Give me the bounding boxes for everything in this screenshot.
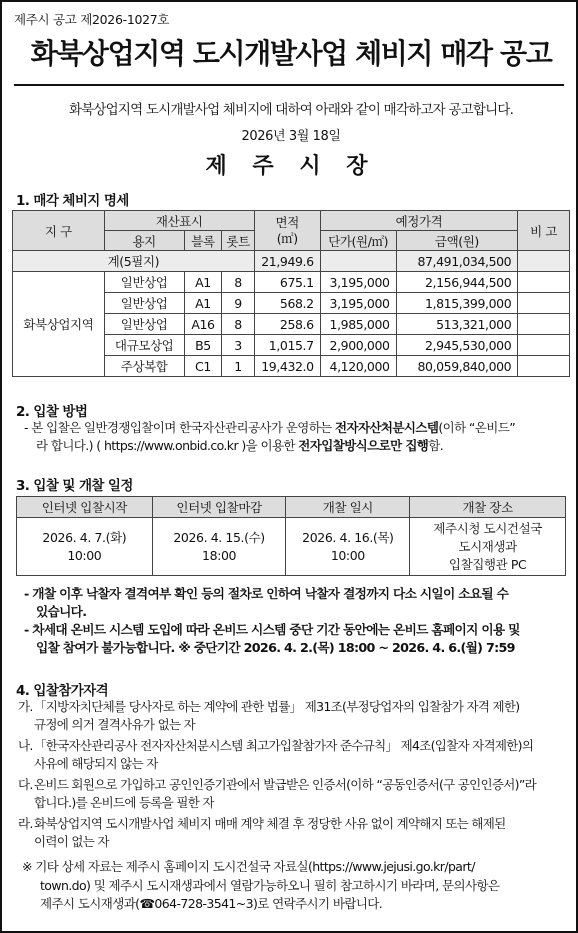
table-row (13, 272, 570, 293)
row-block: A1 (184, 293, 222, 314)
header-place: 개찰 장소 (410, 497, 566, 518)
header-area-label: 면적 (275, 214, 299, 230)
notice-number: 제주시 공고 제2026-1027호 (14, 12, 170, 27)
header-price: 예정가격 (320, 211, 518, 231)
item-line: 온비드 회원으로 가입하고 공인인증기관에서 발급받은 인증서(이하 “공동인증서(구 공인인증서)”라 (34, 777, 536, 792)
header-opening: 개찰 일시 (286, 497, 410, 518)
row-unit-price: 3,195,000 (320, 293, 396, 314)
note-line: 있습니다. (36, 604, 87, 619)
opening-time: 10:00 (330, 547, 365, 563)
bid-method-line1 (24, 419, 566, 437)
header-district: 지 구 (13, 211, 105, 251)
list-item (18, 737, 568, 773)
schedule-notes (24, 585, 568, 657)
header-area-unit: (㎡) (276, 230, 298, 246)
section4-heading: 4. 입찰참가자격 (16, 683, 109, 699)
bid-method-line1-a: - 본 입찰은 일반경쟁입찰이며 한국자산관리공사가 운영하는 (24, 420, 336, 435)
header-property: 재산표시 (104, 211, 254, 231)
row-area: 258.6 (254, 314, 320, 335)
row-block: C1 (184, 356, 222, 377)
row-use: 일반상업 (104, 314, 184, 335)
footer-line: ※ 기타 상세 자료는 제주시 홈페이지 도시건설국 자료실(https://www.jejusi.go.kr/part/ (22, 859, 475, 874)
bid-start-time: 10:00 (67, 547, 102, 563)
row-block: A1 (184, 272, 222, 293)
row-unit-price: 3,195,000 (320, 272, 396, 293)
row-amount: 80,059,840,000 (396, 356, 518, 377)
opening-cell (286, 518, 410, 576)
row-amount: 2,156,944,500 (396, 272, 518, 293)
item-line: 화북상업지역 도시개발사업 체비지 매매 계약 체결 후 정당한 사유 없이 계약해지 또는 해제된 (34, 816, 506, 831)
row-area: 675.1 (254, 272, 320, 293)
bid-method-system: 전자자산처분시스템 (335, 420, 439, 435)
schedule-table (16, 496, 566, 576)
notice-date: 2026년 3월 18일 (241, 129, 341, 144)
total-amount: 87,491,034,500 (396, 251, 518, 272)
list-item (18, 698, 568, 734)
page-title: 화북상업지역 도시개발사업 체비지 매각 공고 (30, 37, 552, 70)
total-label: 계(5필지) (13, 251, 255, 272)
bid-start-date: 2026. 4. 7.(화) (42, 529, 127, 545)
bid-end-date: 2026. 4. 15.(수) (173, 529, 265, 545)
place-cell (410, 518, 566, 576)
row-block: B5 (184, 335, 222, 356)
item-line: 「한국자산관리공사 전자자산처분시스템 최고가입찰참가자 준수규칙」 제4조(입찰자 자격제한)의 (34, 738, 534, 753)
item-line: 사유에 해당되지 않는 자 (34, 756, 158, 771)
note-line: - 차세대 온비드 시스템 도입에 따라 온비드 시스템 중단 기간 동안에는 온비드 홈페이지 이용 및 (24, 622, 520, 637)
bid-method-text (24, 419, 566, 455)
header-remark: 비 고 (518, 211, 570, 251)
note-line: 입찰 참여가 불가능합니다. ※ 중단기간 2026. 4. 2.(목) 18:00 ~ 2026. 4. 6.(월) 7:59 (36, 640, 515, 655)
row-lot: 9 (222, 293, 254, 314)
bid-method-line2 (24, 437, 566, 455)
row-amount: 2,945,530,000 (396, 335, 518, 356)
row-use: 일반상업 (104, 293, 184, 314)
place-line: 제주시청 도시건설국 (433, 520, 542, 536)
bid-end-cell (152, 518, 286, 576)
bid-method-only: 전자입찰방식으로만 집행 (298, 438, 429, 453)
item-line: 「지방자치단체를 당사자로 하는 계약에 관한 법률」 제31조(부정당업자의 입찰참가 자격 제한) (34, 699, 520, 714)
row-amount: 1,815,399,000 (396, 293, 518, 314)
item-line: 이력이 없는 자 (34, 834, 109, 849)
header-amount: 금액(원) (396, 231, 518, 251)
item-marker: 라. (18, 816, 33, 831)
bid-start-cell (17, 518, 153, 576)
item-line: 규정에 의거 결격사유가 없는 자 (34, 717, 195, 732)
item-marker: 가. (18, 699, 33, 714)
header-lot: 롯트 (222, 231, 254, 251)
header-block: 블록 (184, 231, 222, 251)
footer-line: town.do) 및 제주시 도시재생과에서 열람가능하오니 필히 참고하시기 바라며, 문의사항은 (40, 877, 500, 893)
row-lot: 8 (222, 272, 254, 293)
header-bid-end: 인터넷 입찰마감 (152, 497, 286, 518)
row-unit-price: 2,900,000 (320, 335, 396, 356)
total-remark (518, 251, 570, 272)
section2-heading: 2. 입찰 방법 (16, 404, 88, 420)
issuer-name: 제 주 시 장 (205, 153, 377, 179)
item-line: 합니다.)를 온비드에 등록을 필한 자 (34, 795, 214, 810)
place-line: 입찰집행관 PC (448, 556, 527, 572)
place-line: 도시재생과 (458, 538, 517, 554)
title-divider (14, 84, 564, 86)
row-use: 주상복합 (104, 356, 184, 377)
row-remark (518, 272, 570, 293)
bid-method-line2-a: 라 합니다.) ( https://www.onbid.co.kr )을 이용한 (36, 438, 299, 453)
footer-line: 제주시 도시재생과(☎064-728-3541~3)로 연락주시기 바랍니다. (40, 896, 383, 911)
row-unit-price: 4,120,000 (320, 356, 396, 377)
note-line: - 개찰 이후 낙찰자 결격여부 확인 등의 절차로 인하여 낙찰자 결정까지 다소 시일이 소요될 수 (24, 586, 509, 601)
row-lot: 1 (222, 356, 254, 377)
row-remark (518, 335, 570, 356)
header-bid-start: 인터넷 입찰시작 (17, 497, 153, 518)
row-area: 568.2 (254, 293, 320, 314)
row-lot: 8 (222, 314, 254, 335)
total-row (13, 251, 570, 272)
row-lot: 3 (222, 335, 254, 356)
row-remark (518, 293, 570, 314)
list-item (18, 776, 568, 812)
item-marker: 다. (18, 777, 33, 792)
total-unit-price (320, 251, 396, 272)
row-use: 일반상업 (104, 272, 184, 293)
total-area: 21,949.6 (254, 251, 320, 272)
item-marker: 나. (18, 738, 33, 753)
row-remark (518, 356, 570, 377)
row-use: 대규모상업 (104, 335, 184, 356)
row-block: A16 (184, 314, 222, 335)
row-area: 19,432.0 (254, 356, 320, 377)
section3-heading: 3. 입찰 및 개찰 일정 (16, 478, 133, 494)
header-unit-price: 단가(원/㎡) (320, 231, 396, 251)
row-amount: 513,321,000 (396, 314, 518, 335)
list-item (18, 815, 568, 851)
row-area: 1,015.7 (254, 335, 320, 356)
section1-heading: 1. 매각 체비지 명세 (16, 193, 129, 209)
opening-date: 2026. 4. 16.(목) (302, 529, 394, 545)
land-spec-table (12, 210, 570, 377)
row-remark (518, 314, 570, 335)
bid-method-line2-c: 함. (428, 438, 444, 453)
intro-text: 화북상업지역 도시개발사업 체비지에 대하여 아래와 같이 매각하고자 공고합니다. (68, 102, 514, 118)
bid-method-line1-c: (이하 “온비드” (438, 420, 516, 435)
district-name: 화북상업지역 (13, 272, 105, 377)
header-area (254, 211, 320, 251)
bid-end-time: 18:00 (202, 547, 237, 563)
footer-note (22, 858, 566, 914)
header-use: 용지 (104, 231, 184, 251)
row-unit-price: 1,985,000 (320, 314, 396, 335)
